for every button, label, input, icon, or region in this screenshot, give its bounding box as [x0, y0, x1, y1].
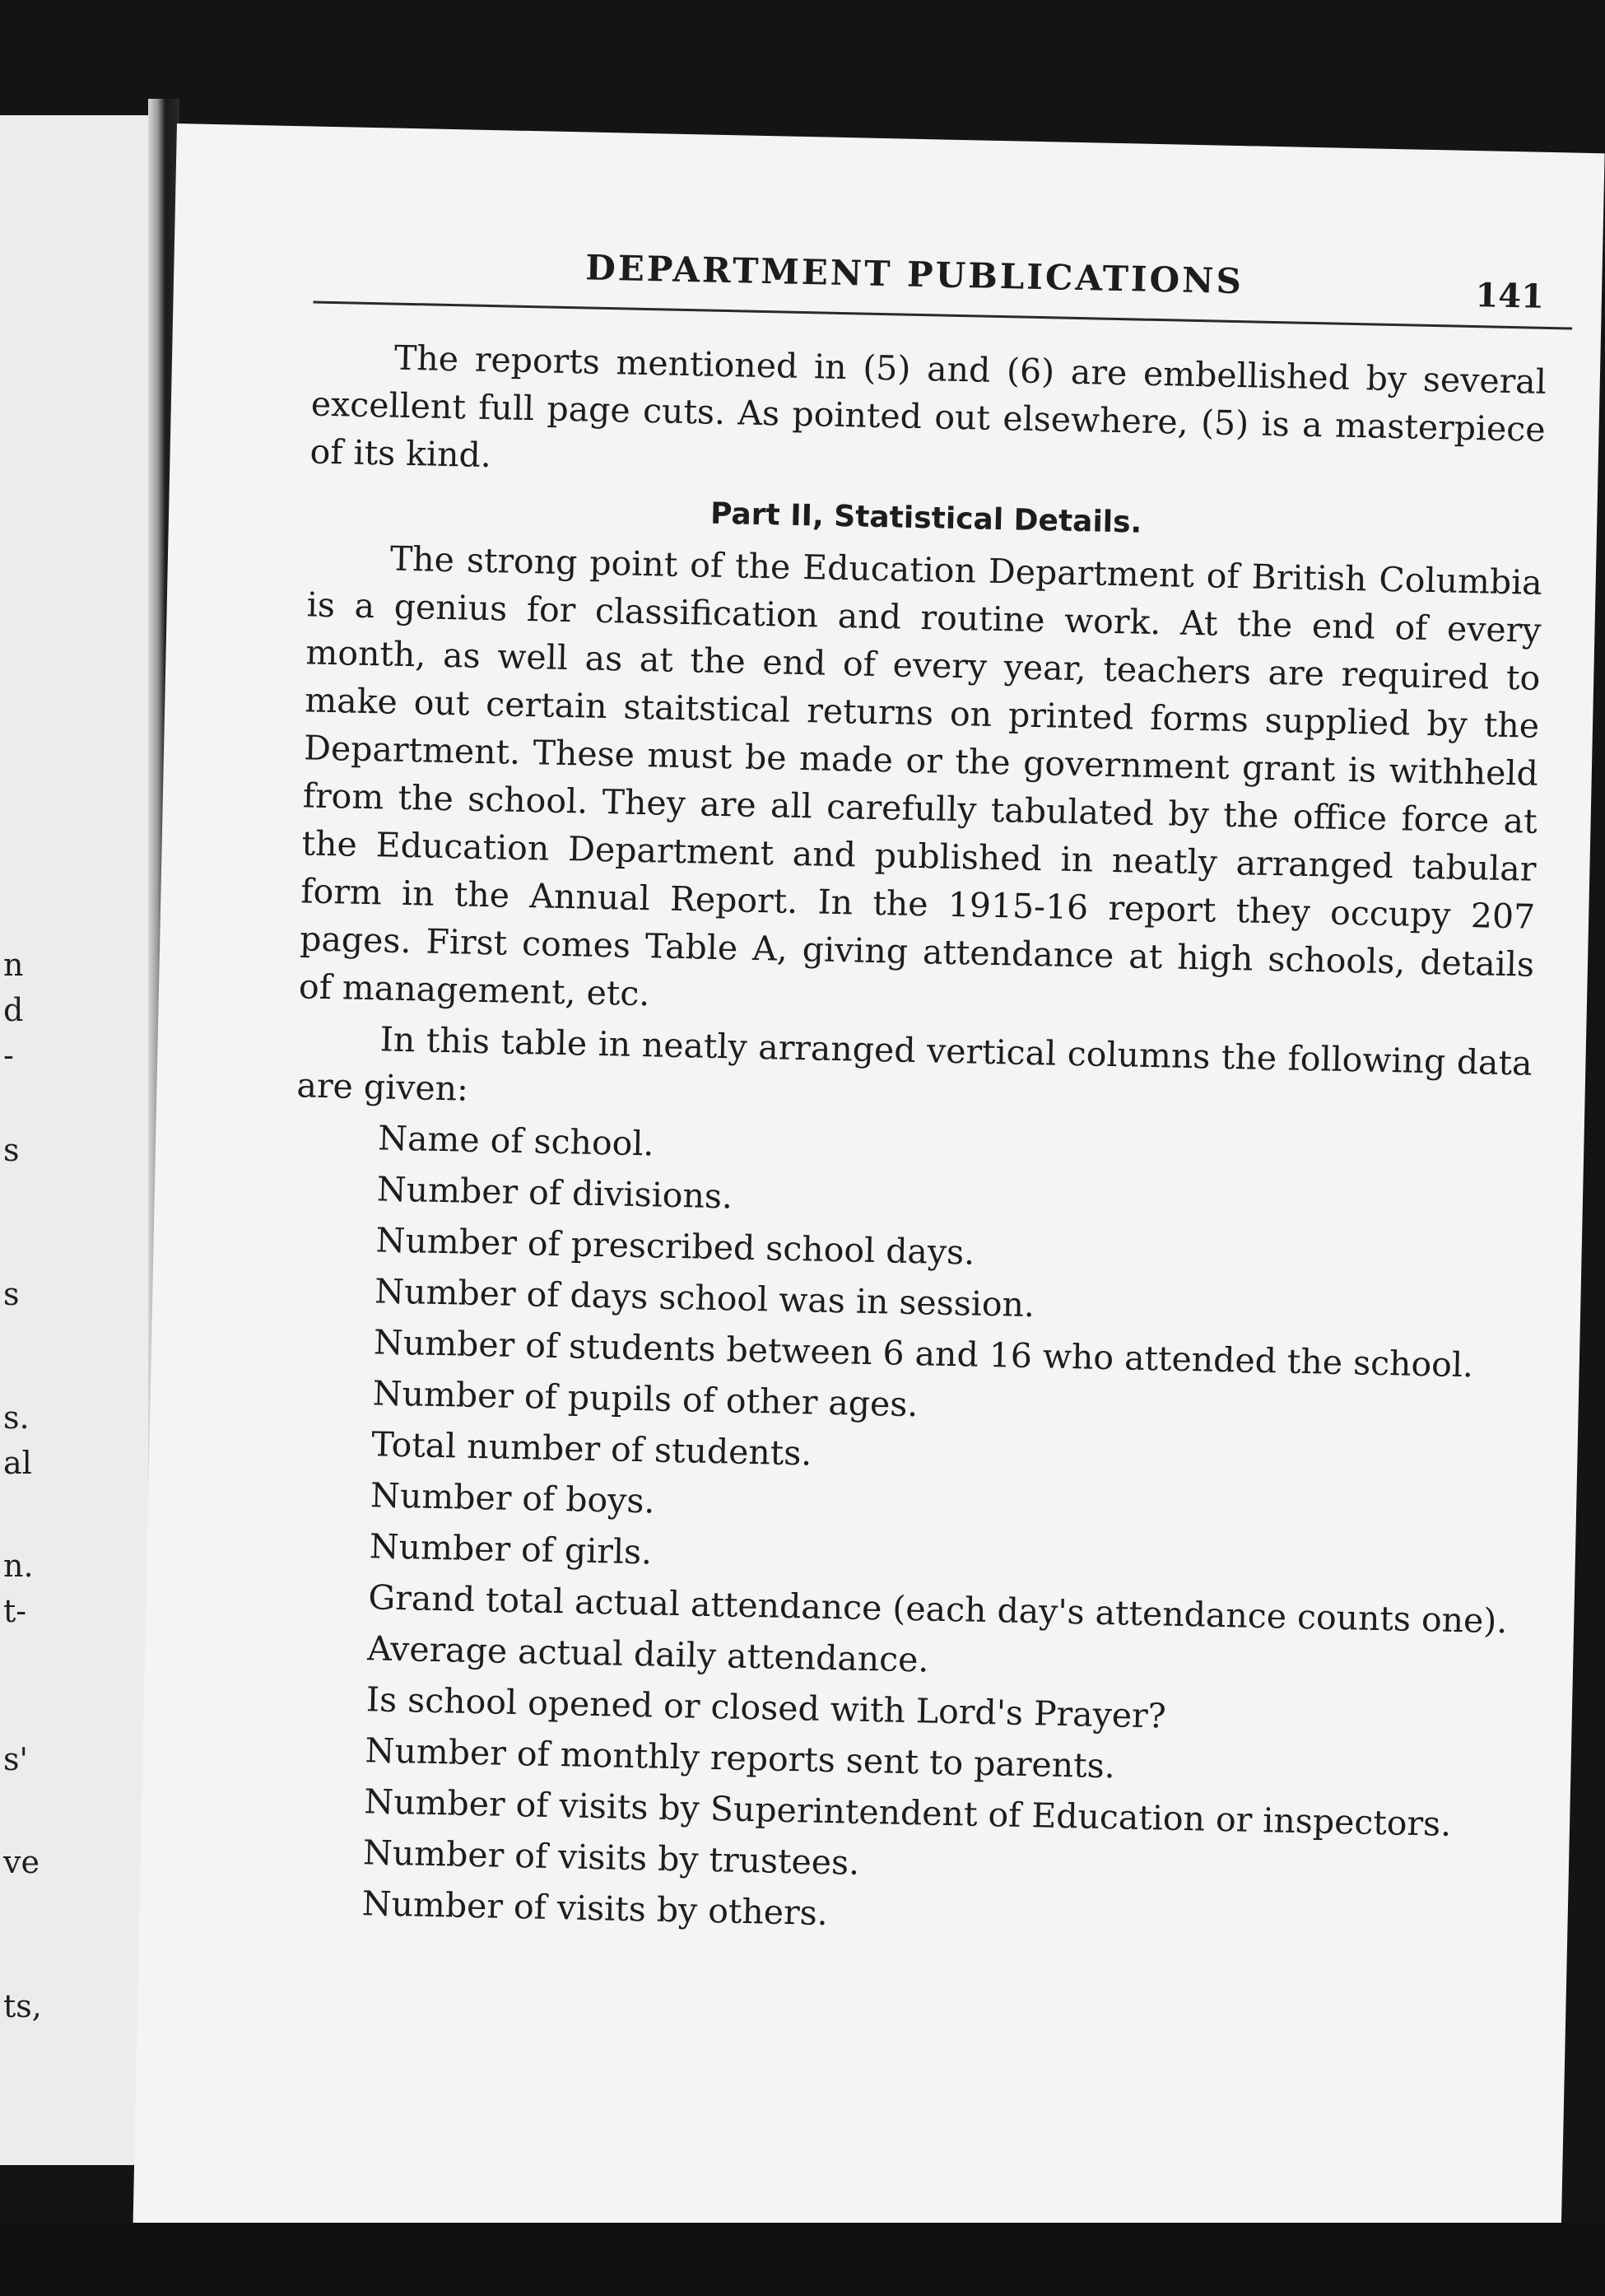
paragraph: In this table in neatly arranged vertical columns the following data are given:	[296, 1019, 1533, 1109]
page-body	[279, 333, 1547, 1955]
facing-page-fragment: ts,	[3, 1988, 42, 2024]
list-item: Is school opened or closed with Lord's Prayer?	[365, 1679, 1167, 1736]
facing-page	[0, 115, 156, 2165]
list-item: Average actual daily attendance.	[366, 1628, 929, 1680]
facing-page-fragment: al	[3, 1445, 32, 1481]
page-header	[313, 242, 1574, 342]
facing-page-fragment: -	[3, 1037, 14, 1073]
list-item: Number of students between 6 and 16 who attended the school.	[373, 1322, 1474, 1386]
running-head: DEPARTMENT PUBLICATIONS	[584, 247, 1244, 302]
list-item: Number of boys.	[370, 1475, 655, 1521]
facing-page-fragment: t-	[3, 1593, 27, 1629]
list-item: Name of school.	[377, 1118, 654, 1164]
list-item: Number of visits by others.	[361, 1884, 829, 1934]
facing-page-fragment: d	[3, 992, 24, 1028]
list-item: Number of divisions.	[376, 1169, 733, 1217]
page-number: 141	[1474, 276, 1545, 316]
facing-page-fragment: s.	[3, 1399, 30, 1436]
scan-background	[0, 2223, 1605, 2296]
list-item: Number of visits by trustees.	[362, 1833, 860, 1883]
data-field-list	[279, 1112, 1530, 1951]
facing-page-fragment: s'	[3, 1741, 28, 1777]
list-item: Grand total actual attendance (each day's attendance counts one).	[368, 1577, 1508, 1642]
list-item: Number of girls.	[369, 1526, 653, 1572]
facing-page-fragment: s	[3, 1132, 20, 1168]
paragraph: The strong point of the Education Department of British Columbia is a genius for classification and routine work. At the end of every month, as well as at the end of every year, teachers are required to make out certain staitstical returns on printed forms supplied by the Department. These must be made or the government grant is withheld from the school. They are all carefully tabulated by the office force at the Education Department and published in neatly arranged tabular form in the Annual Report. In the 1915-16 report they occupy 207 pages. First comes Table A, giving attendance at high schools, details of management, etc.	[298, 538, 1543, 1014]
facing-page-fragment: n.	[3, 1548, 34, 1584]
facing-page-fragment: n	[3, 947, 24, 983]
book-page	[133, 123, 1604, 2261]
list-item: Number of prescribed school days.	[375, 1220, 975, 1273]
facing-page-fragment: s	[3, 1276, 20, 1312]
list-item: Number of days school was in session.	[374, 1271, 1035, 1325]
list-item: Total number of students.	[370, 1424, 812, 1474]
header-rule	[313, 301, 1572, 330]
facing-page-fragment: ve	[3, 1844, 40, 1880]
list-item: Number of visits by Superintendent of Education or inspectors.	[363, 1781, 1452, 1844]
section-heading: Part II, Statistical Details.	[709, 496, 1142, 540]
paragraph: The reports mentioned in (5) and (6) are embellished by several excellent full page cuts. As pointed out elsewhere, (5) is a masterpiece of its kind.	[309, 338, 1547, 476]
list-item: Number of monthly reports sent to parents.	[365, 1730, 1116, 1786]
list-item: Number of pupils of other ages.	[372, 1373, 919, 1425]
